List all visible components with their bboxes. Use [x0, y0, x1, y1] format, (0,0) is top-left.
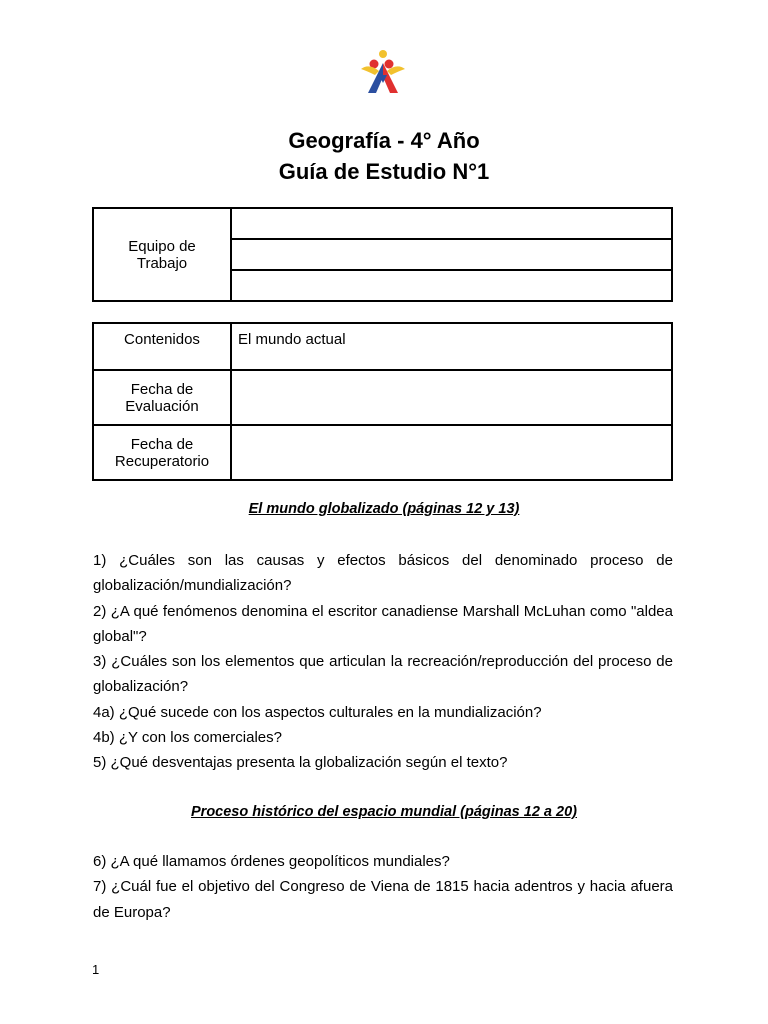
- question-7: 7) ¿Cuál fue el objetivo del Congreso de Viena de 1815 hacia adentros y hacia afuera de Europa?: [93, 878, 673, 921]
- page-title: Geografía - 4° Año: [288, 128, 480, 153]
- fecha-recuperatorio-value[interactable]: [231, 425, 672, 480]
- question-list-2: [93, 849, 673, 925]
- team-label: Equipo de Trabajo: [93, 208, 231, 301]
- question-3: 3) ¿Cuáles son los elementos que articulan la recreación/reproducción del proceso de globalización?: [93, 653, 673, 696]
- team-member-field-2[interactable]: [231, 239, 672, 270]
- school-logo-icon: [359, 49, 407, 95]
- question-list-1: [93, 548, 673, 776]
- team-member-field-1[interactable]: [231, 208, 672, 239]
- contenidos-value[interactable]: El mundo actual: [231, 323, 672, 370]
- section-heading-globalizado: El mundo globalizado (páginas 12 y 13): [248, 501, 520, 517]
- question-4a: 4a) ¿Qué sucede con los aspectos culturales en la mundialización?: [93, 703, 542, 721]
- question-1: 1) ¿Cuáles son las causas y efectos básicos del denominado proceso de globalización/mundialización?: [93, 552, 673, 595]
- info-table: [92, 322, 673, 481]
- fecha-recuperatorio-label: Fecha de Recuperatorio: [93, 425, 231, 480]
- question-6: 6) ¿A qué llamamos órdenes geopolíticos mundiales?: [93, 853, 450, 870]
- section-heading-proceso-historico: Proceso histórico del espacio mundial (páginas 12 a 20): [191, 804, 577, 820]
- fecha-evaluacion-label: Fecha de Evaluación: [93, 370, 231, 425]
- question-2: 2) ¿A qué fenómenos denomina el escritor canadiense Marshall McLuhan como "aldea global"?: [93, 602, 673, 645]
- page-subtitle: Guía de Estudio N°1: [278, 159, 490, 184]
- question-5: 5) ¿Qué desventajas presenta la globalización según el texto?: [93, 754, 508, 772]
- page-number: 1: [92, 962, 100, 977]
- team-table: [92, 207, 673, 302]
- question-4b: 4b) ¿Y con los comerciales?: [93, 729, 282, 747]
- team-member-field-3[interactable]: [231, 270, 672, 301]
- contenidos-label: Contenidos: [93, 323, 231, 370]
- fecha-evaluacion-value[interactable]: [231, 370, 672, 425]
